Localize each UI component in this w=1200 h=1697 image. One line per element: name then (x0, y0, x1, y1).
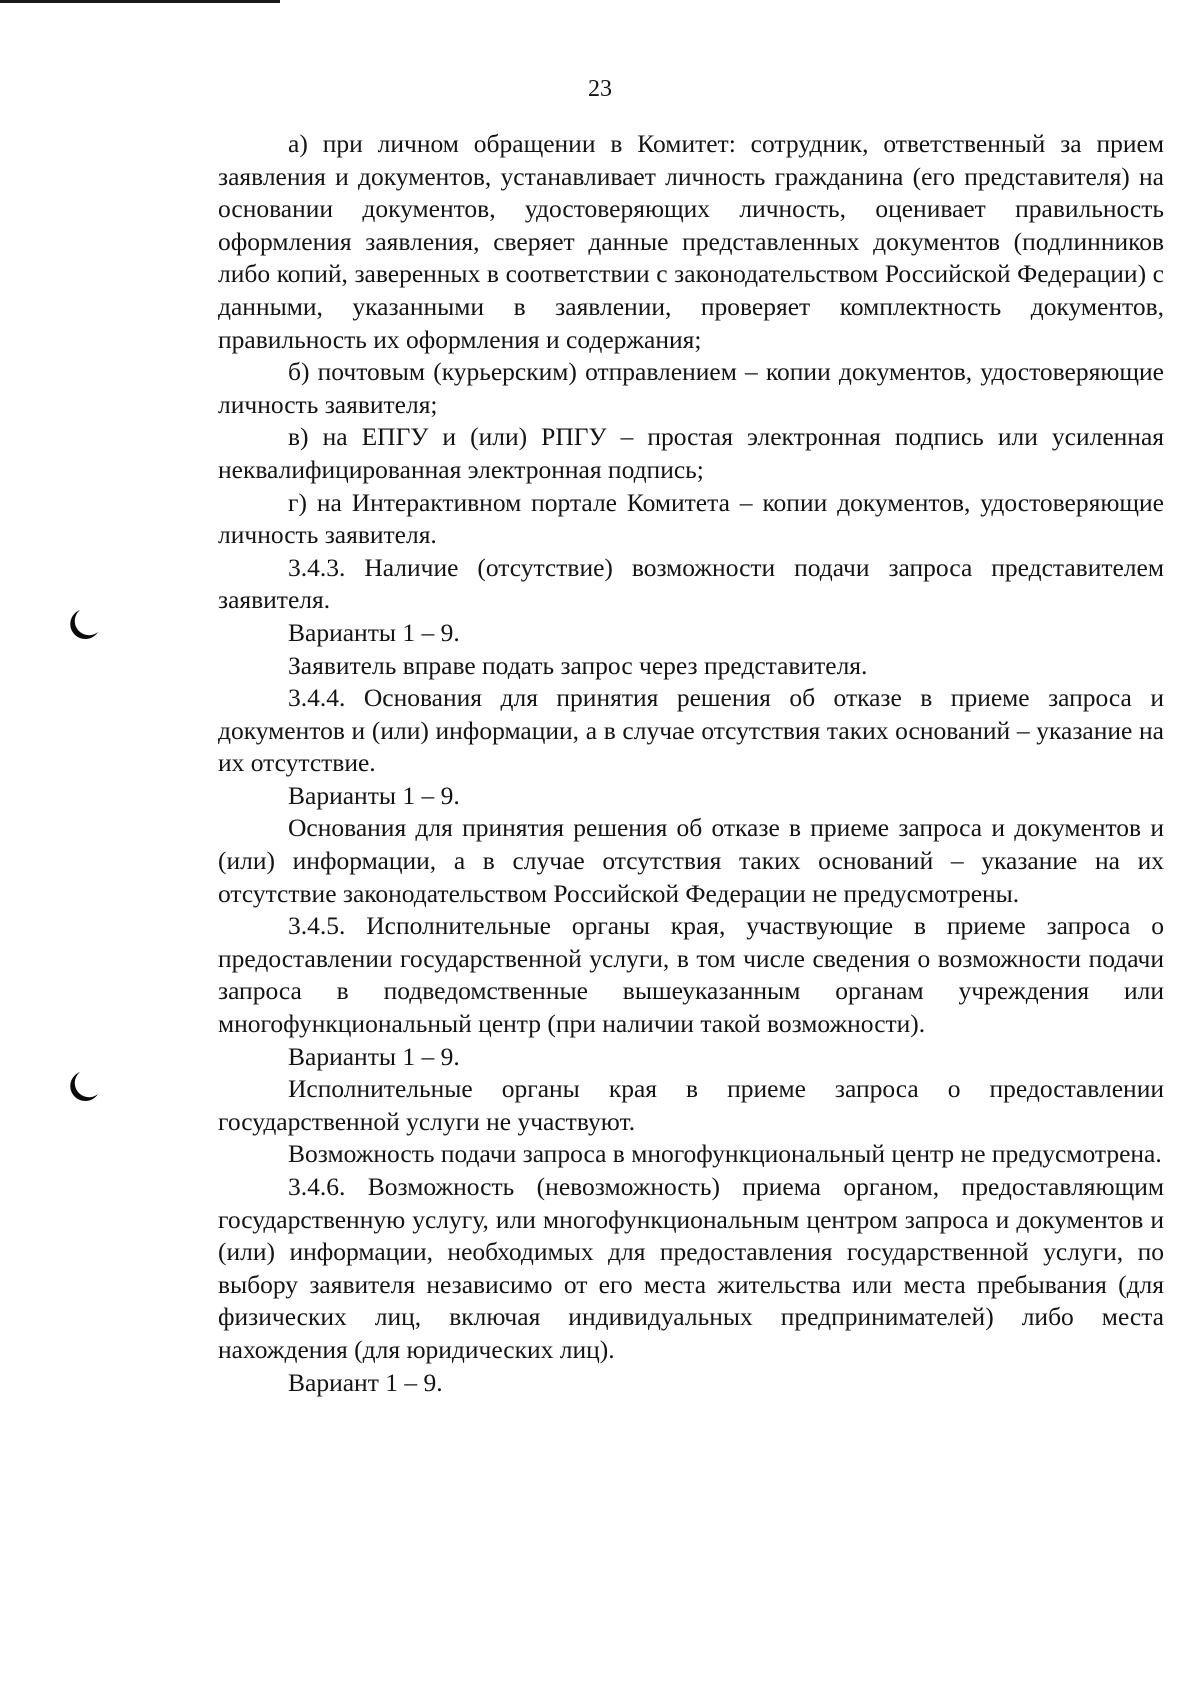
section-heading-3-4-6: 3.4.6. Возможность (невозможность) приема органом, предоставляющим государственную услугу, или многофункциональным центром запроса и документов и (или) информации, необходимых для предоставления государственной услуги, по выбору заявителя независимо от его места жительства или места пребывания (для физических лиц, включая индивидуальных предпринимателей) либо места нахождения (для юридических лиц). (218, 1172, 1164, 1364)
top-rule (0, 0, 280, 3)
paragraph-epgu: в) на ЕПГУ и (или) РПГУ – простая электронная подпись или усиленная неквалифицированная электронная подпись; (218, 422, 1164, 484)
section-heading-3-4-5: 3.4.5. Исполнительные органы края, участвующие в приеме запроса о предоставлении государственной услуги, в том числе сведения о возможности подачи запроса в подведомственные вышеуказанным органам учреждения или многофункциональный центр (при наличии такой возможности). (218, 911, 1164, 1039)
paragraph-representative: Заявитель вправе подать запрос через представителя. (288, 650, 868, 680)
variants-line: Варианты 1 – 9. (288, 1041, 460, 1071)
binder-hole-mark-icon (66, 608, 100, 642)
document-body (218, 128, 1164, 1399)
binder-hole-mark-icon (66, 1070, 100, 1104)
page-number: 23 (588, 76, 612, 102)
variants-line: Варианты 1 – 9. (288, 780, 460, 810)
variants-line: Варианты 1 – 9. (288, 617, 460, 647)
section-heading-3-4-3: 3.4.3. Наличие (отсутствие) возможности подачи запроса представителем заявителя. (218, 552, 1164, 615)
paragraph-interactive-portal: г) на Интерактивном портале Комитета – копии документов, удостоверяющие личность заявителя. (218, 487, 1164, 550)
variant-line: Вариант 1 – 9. (288, 1367, 443, 1397)
paragraph-personal-visit: а) при личном обращении в Комитет: сотрудник, ответственный за прием заявления и документов, устанавливает личность гражданина (его представителя) на основании документов, удостоверяющих личность, оценивает правильность оформления заявления, сверяет данные представленных документов (подлинников либо копий, заверенных в соответствии с законодательством Российской Федерации) с данными, указанными в заявлении, проверяет комплектность документов, правильность их оформления и содержания; (218, 129, 1164, 354)
paragraph-mfc: Возможность подачи запроса в многофункциональный центр не предусмотрена. (288, 1139, 1162, 1169)
paragraph-postal: б) почтовым (курьерским) отправлением – копии документов, удостоверяющие личность заявителя; (218, 357, 1164, 419)
paragraph-refusal-grounds: Основания для принятия решения об отказе в приеме запроса и документов и (или) информации, а в случае отсутствия таких оснований – указание на их отсутствие законодательством Российской Федерации не предусмотрены. (218, 813, 1164, 908)
paragraph-executive-bodies: Исполнительные органы края в приеме запроса о предоставлении государственной услуги не участвуют. (218, 1074, 1164, 1136)
section-heading-3-4-4: 3.4.4. Основания для принятия решения об отказе в приеме запроса и документов и (или) информации, а в случае отсутствия таких оснований – указание на их отсутствие. (218, 683, 1164, 778)
